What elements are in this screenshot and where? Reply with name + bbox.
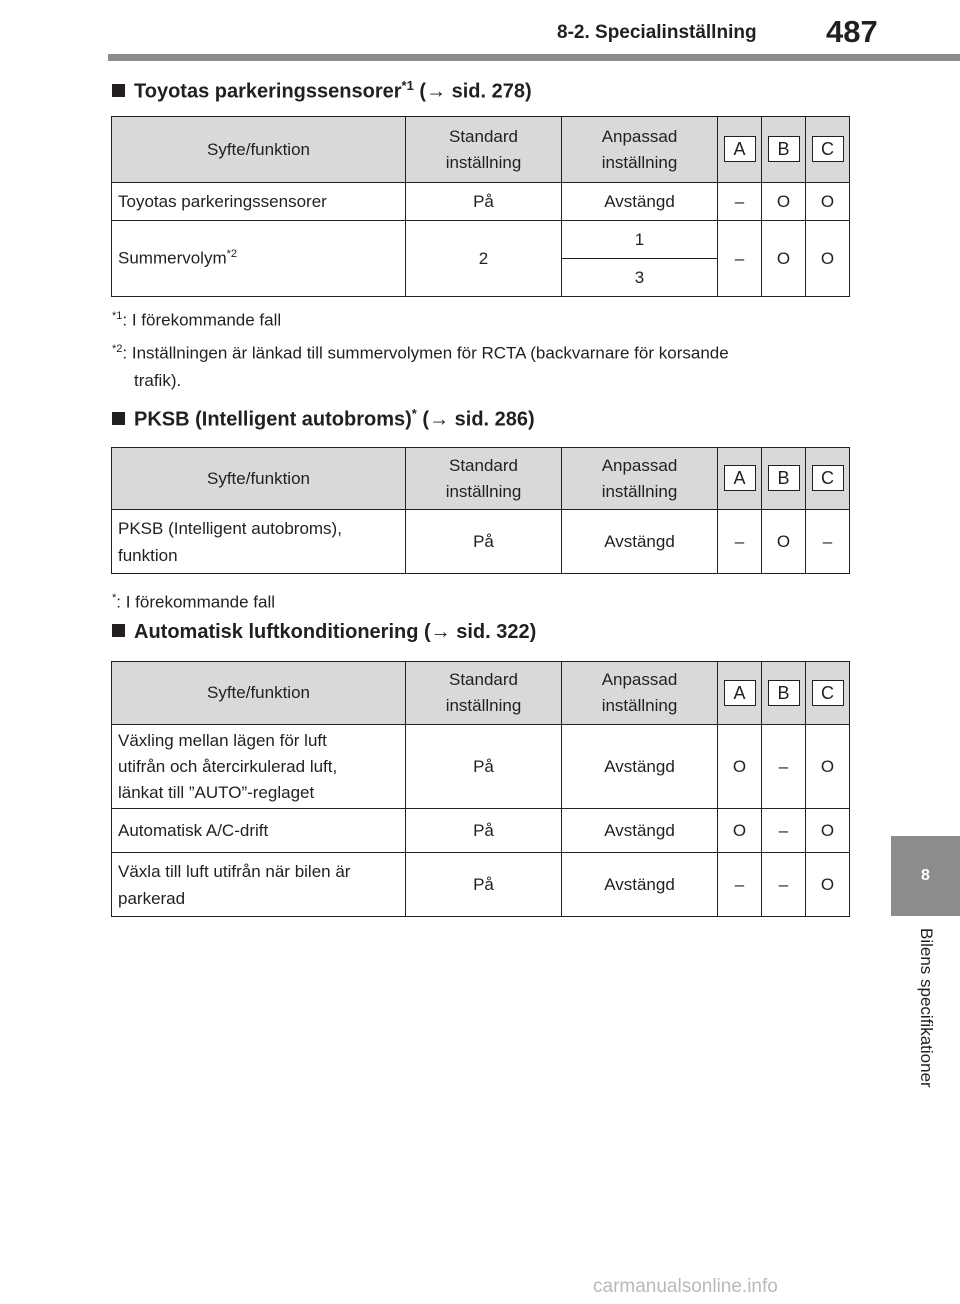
cell-standard: På (406, 853, 562, 917)
chapter-tab-label: Bilens specifikationer (917, 928, 936, 1088)
page-number: 487 (826, 14, 878, 49)
cell-a: – (718, 510, 762, 574)
column-header-c: C (806, 448, 850, 510)
page-reference-link[interactable]: sid. 286) (454, 408, 535, 431)
table-row (112, 221, 850, 259)
column-header-standard: Standard inställning (406, 448, 562, 510)
cell-custom-option: 1 (562, 221, 718, 259)
cell-b: O (762, 221, 806, 297)
footnote: *: I förekommande fall (112, 592, 276, 612)
header-rule (108, 54, 960, 61)
cell-a: O (718, 809, 762, 853)
column-header-custom: Anpassad inställning (562, 662, 718, 725)
cell-a: – (718, 221, 762, 297)
column-header-custom: Anpassad inställning (562, 117, 718, 183)
column-header-b: B (762, 448, 806, 510)
table-header-row (112, 448, 850, 510)
cell-b: – (762, 725, 806, 809)
page-reference-link[interactable]: sid. 278) (451, 80, 532, 103)
section-heading-parking-sensors: Toyotas parkeringssensorer$^{*1}$ (→ sid. 278) (112, 78, 532, 104)
cell-standard: På (406, 809, 562, 853)
cell-standard: På (406, 183, 562, 221)
cell-c: O (806, 853, 850, 917)
column-header-a: A (718, 662, 762, 725)
table-header-row (112, 662, 850, 725)
cell-custom: Avstängd (562, 809, 718, 853)
cell-a: – (718, 183, 762, 221)
settings-table-parking-sensors (111, 116, 850, 297)
page-reference-link[interactable]: sid. 322) (456, 621, 537, 643)
cell-function: Växla till luft utifrån när bilen är parkerad (112, 853, 406, 917)
cell-b: O (762, 510, 806, 574)
column-header-c: C (806, 662, 850, 725)
column-header-a: A (718, 117, 762, 183)
watermark: carmanualsonline.info (593, 1276, 778, 1297)
square-bullet-icon (112, 412, 125, 425)
table-header-row (112, 117, 850, 183)
cell-standard: 2 (406, 221, 562, 297)
column-header-b: B (762, 117, 806, 183)
table-row (112, 809, 850, 853)
chapter-tab: 8 (891, 836, 960, 916)
footnote: $^{*2}$: Inställningen är länkad till summervolymen för RCTA (backvarnare för korsande trafik). (112, 343, 729, 390)
cell-custom: Avstängd (562, 183, 718, 221)
section-heading-climate: Automatisk luftkonditionering (→ sid. 322) (112, 621, 536, 644)
cell-function: Summervolym$^{*2}$ (112, 221, 406, 297)
cell-c: – (806, 510, 850, 574)
cell-c: O (806, 809, 850, 853)
arrow-right-icon: → (429, 408, 450, 431)
square-bullet-icon (112, 624, 125, 637)
settings-table-pksb (111, 447, 850, 574)
column-header-function: Syfte/funktion (112, 117, 406, 183)
column-header-a: A (718, 448, 762, 510)
cell-c: O (806, 221, 850, 297)
column-header-standard: Standard inställning (406, 117, 562, 183)
section-heading-pksb: PKSB (Intelligent autobroms)* (→ sid. 286) (112, 406, 535, 432)
column-header-standard: Standard inställning (406, 662, 562, 725)
column-header-c: C (806, 117, 850, 183)
section-header: 8-2. Specialinställning (557, 22, 757, 43)
cell-function: Automatisk A/C-drift (112, 809, 406, 853)
cell-custom-option: 3 (562, 259, 718, 297)
cell-custom: Avstängd (562, 510, 718, 574)
table-row (112, 853, 850, 917)
arrow-right-icon: → (430, 621, 451, 643)
column-header-b: B (762, 662, 806, 725)
cell-custom: Avstängd (562, 853, 718, 917)
table-row (112, 183, 850, 221)
square-bullet-icon (112, 84, 125, 97)
column-header-custom: Anpassad inställning (562, 448, 718, 510)
cell-a: O (718, 725, 762, 809)
cell-standard: På (406, 725, 562, 809)
cell-function: Växling mellan lägen för luft utifrån och återcirkulerad luft, länkat till ”AUTO”-reglaget (112, 725, 406, 809)
cell-standard: På (406, 510, 562, 574)
table-row (112, 510, 850, 574)
column-header-function: Syfte/funktion (112, 448, 406, 510)
cell-c: O (806, 725, 850, 809)
footnote: $^{*1}$: I förekommande fall (112, 310, 282, 330)
cell-a: – (718, 853, 762, 917)
arrow-right-icon: → (426, 80, 447, 103)
column-header-function: Syfte/funktion (112, 662, 406, 725)
settings-table-climate (111, 661, 850, 917)
cell-b: O (762, 183, 806, 221)
cell-function: Toyotas parkeringssensorer (112, 183, 406, 221)
cell-c: O (806, 183, 850, 221)
cell-function: PKSB (Intelligent autobroms), funktion (112, 510, 406, 574)
cell-custom: Avstängd (562, 725, 718, 809)
cell-b: – (762, 853, 806, 917)
cell-b: – (762, 809, 806, 853)
table-row (112, 725, 850, 809)
